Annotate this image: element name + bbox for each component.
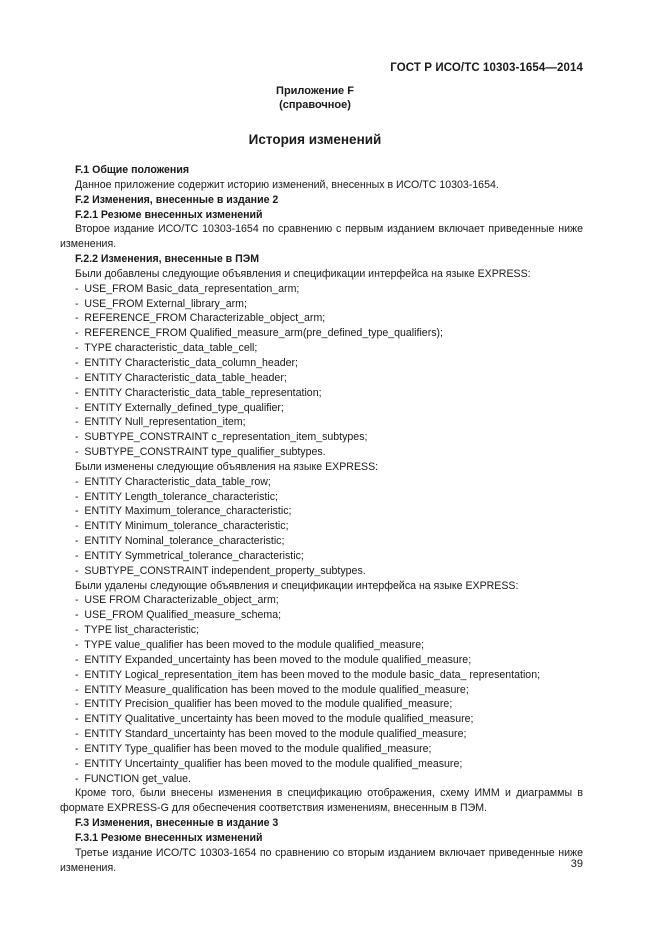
list-item-text: ENTITY Minimum_tolerance_characteristic;: [84, 520, 289, 533]
list-item-text: ENTITY Logical_representation_item has been moved to the module basic_data_ representation;: [84, 668, 541, 681]
list-item-text: ENTITY Maximum_tolerance_characteristic;: [84, 505, 292, 518]
list-item-text: USE_FROM Basic_data_representation_arm;: [84, 282, 300, 295]
list-dash: -: [75, 728, 79, 741]
list-item-text: ENTITY Characteristic_data_table_header;: [84, 371, 287, 384]
list-dash: -: [75, 297, 79, 310]
list-dash: -: [75, 742, 79, 755]
list-dash: -: [75, 757, 79, 770]
list-dash: -: [75, 698, 79, 711]
list-item: [60, 311, 583, 326]
list-item: [60, 564, 583, 579]
list-dash: -: [75, 356, 79, 369]
list-item: [60, 549, 583, 564]
list-dash: -: [75, 713, 79, 726]
list-dash: -: [75, 639, 79, 651]
section-f21-heading: F.2.1 Резюме внесенных изменений: [75, 208, 263, 221]
list-item-text: TYPE list_characteristic;: [84, 624, 200, 637]
list-item: [60, 341, 583, 356]
list-dash: -: [75, 342, 79, 355]
list-item-text: ENTITY Characteristic_data_table_representation;: [84, 386, 322, 399]
list-item: [60, 608, 583, 623]
list-item-text: SUBTYPE_CONSTRAINT independent_property_subtypes.: [84, 564, 366, 577]
section-f22-heading: F.2.2 Изменения, внесенные в ПЭМ: [75, 253, 260, 266]
list-item-text: ENTITY Characteristic_data_column_header;: [84, 356, 298, 369]
added-intro: Были добавлены следующие объявления и спецификации интерфейса на языке EXPRESS:: [75, 267, 531, 280]
list-item: [60, 504, 583, 519]
added-list: [60, 282, 583, 460]
list-item: [60, 638, 583, 653]
annex-heading: [0, 84, 630, 112]
list-dash: -: [75, 505, 79, 518]
list-item-text: USE_FROM Qualified_measure_schema;: [84, 609, 282, 622]
section-f31-heading: F.3.1 Резюме внесенных изменений: [75, 831, 263, 844]
list-item-text: ENTITY Length_tolerance_characteristic;: [84, 490, 278, 503]
list-item-text: FUNCTION get_value.: [84, 772, 191, 785]
removed-intro: Были удалены следующие объявления и спецификации интерфейса на языке EXPRESS:: [75, 579, 519, 592]
section-f21-text: Второе издание ИСО/ТС 10303-1654 по сравнению с первым изданием включает приведенные ниже изменения.: [60, 223, 583, 251]
list-item-text: ENTITY Precision_qualifier has been moved to the module qualified_measure;: [84, 698, 453, 711]
changed-intro: Были изменены следующие объявления на языке EXPRESS:: [75, 460, 379, 473]
list-dash: -: [75, 683, 79, 696]
list-item-text: ENTITY Nominal_tolerance_characteristic;: [84, 535, 285, 548]
changed-list: [60, 475, 583, 579]
list-item: [60, 445, 583, 460]
list-item: [60, 297, 583, 312]
list-item-text: ENTITY Measure_qualification has been moved to the module qualified_measure;: [84, 683, 469, 696]
list-item: [60, 490, 583, 505]
list-item-text: ENTITY Type_qualifier has been moved to the module qualified_measure;: [84, 742, 432, 755]
list-dash: -: [75, 668, 79, 681]
list-dash: -: [75, 653, 79, 666]
list-item: [60, 534, 583, 549]
section-f1-heading: F.1 Общие положения: [75, 164, 190, 176]
section-f1-text: Данное приложение содержит историю изменений, внесенных в ИСО/ТС 10303-1654.: [75, 178, 499, 191]
list-dash: -: [75, 431, 79, 444]
standard-id: ГОСТ Р ИСО/ТС 10303-1654—2014: [390, 62, 583, 74]
list-dash: -: [75, 772, 79, 785]
section-f3-heading: F.3 Изменения, внесенные в издание 3: [75, 817, 279, 830]
list-dash: -: [75, 535, 79, 548]
list-item: [60, 356, 583, 371]
list-item-text: REFERENCE_FROM Characterizable_object_arm;: [84, 312, 326, 325]
list-item: [60, 727, 583, 742]
list-item-text: REFERENCE_FROM Qualified_measure_arm(pre_defined_type_qualifiers);: [84, 327, 443, 340]
list-item-text: ENTITY Standard_uncertainty has been moved to the module qualified_measure;: [84, 728, 467, 741]
list-item-text: ENTITY Expanded_uncertainty has been moved to the module qualified_measure;: [84, 653, 472, 666]
section-f2-heading: F.2 Изменения, внесенные в издание 2: [75, 193, 279, 206]
list-item: [60, 401, 583, 416]
list-dash: -: [75, 327, 79, 340]
list-dash: -: [75, 609, 79, 622]
list-item: [60, 772, 583, 787]
mapping-text: Кроме того, были внесены изменения в спецификацию отображения, схему ИММ и диаграммы в формате EXPRESS-G для обеспечения соответствия изменениям, внесенным в ПЭМ.: [60, 787, 583, 815]
list-item: [60, 519, 583, 534]
list-item: [60, 757, 583, 772]
list-dash: -: [75, 446, 79, 459]
list-dash: -: [75, 594, 79, 607]
list-dash: -: [75, 386, 79, 399]
annex-title: Приложение F: [276, 85, 354, 97]
list-dash: -: [75, 475, 79, 488]
list-item: [60, 683, 583, 698]
list-item-text: ENTITY Characteristic_data_table_row;: [84, 475, 271, 488]
list-item-text: ENTITY Qualitative_uncertainty has been moved to the module qualified_measure;: [84, 713, 474, 726]
list-item: [60, 430, 583, 445]
list-item-text: ENTITY Uncertainty_qualifier has been moved to the module qualified_measure;: [84, 757, 463, 770]
list-dash: -: [75, 371, 79, 384]
list-item-text: ENTITY Externally_defined_type_qualifier;: [84, 401, 284, 414]
list-item: [60, 371, 583, 386]
list-item: [60, 475, 583, 490]
list-item-text: ENTITY Symmetrical_tolerance_characteristic;: [84, 549, 304, 562]
list-item: [60, 386, 583, 401]
section-f31-text: Третье издание ИСО/ТС 10303-1654 по сравнению со вторым изданием включает приведенные ниже изменения.: [60, 846, 583, 874]
page-number: 39: [570, 858, 583, 870]
list-dash: -: [75, 520, 79, 533]
list-item: [60, 653, 583, 668]
list-item: [60, 668, 583, 683]
list-item: [60, 415, 583, 430]
annex-subtitle: (справочное): [279, 99, 351, 111]
list-dash: -: [75, 564, 79, 577]
list-dash: -: [75, 401, 79, 414]
list-item-text: ENTITY Null_representation_item;: [84, 416, 246, 429]
list-dash: -: [75, 312, 79, 325]
list-item: [60, 326, 583, 341]
removed-list: [60, 593, 583, 786]
page-title: История изменений: [248, 132, 382, 147]
list-item-text: TYPE characteristic_data_table_cell;: [84, 342, 258, 355]
document-body: [60, 163, 583, 876]
list-item: [60, 623, 583, 638]
list-dash: -: [75, 416, 79, 429]
list-item: [60, 593, 583, 608]
list-dash: -: [75, 490, 79, 503]
list-item-text: SUBTYPE_CONSTRAINT c_representation_item_subtypes;: [84, 431, 368, 444]
list-item: [60, 742, 583, 757]
list-dash: -: [75, 282, 79, 295]
list-item: [60, 282, 583, 297]
list-item-text: TYPE value_qualifier has been moved to the module qualified_measure;: [84, 639, 425, 651]
list-item: [60, 697, 583, 712]
list-item: [60, 712, 583, 727]
list-dash: -: [75, 549, 79, 562]
list-item-text: USE FROM Characterizable_object_arm;: [84, 594, 279, 607]
list-item-text: SUBTYPE_CONSTRAINT type_qualifier_subtypes.: [84, 446, 326, 459]
list-dash: -: [75, 624, 79, 637]
list-item-text: USE_FROM External_library_arm;: [84, 297, 247, 310]
